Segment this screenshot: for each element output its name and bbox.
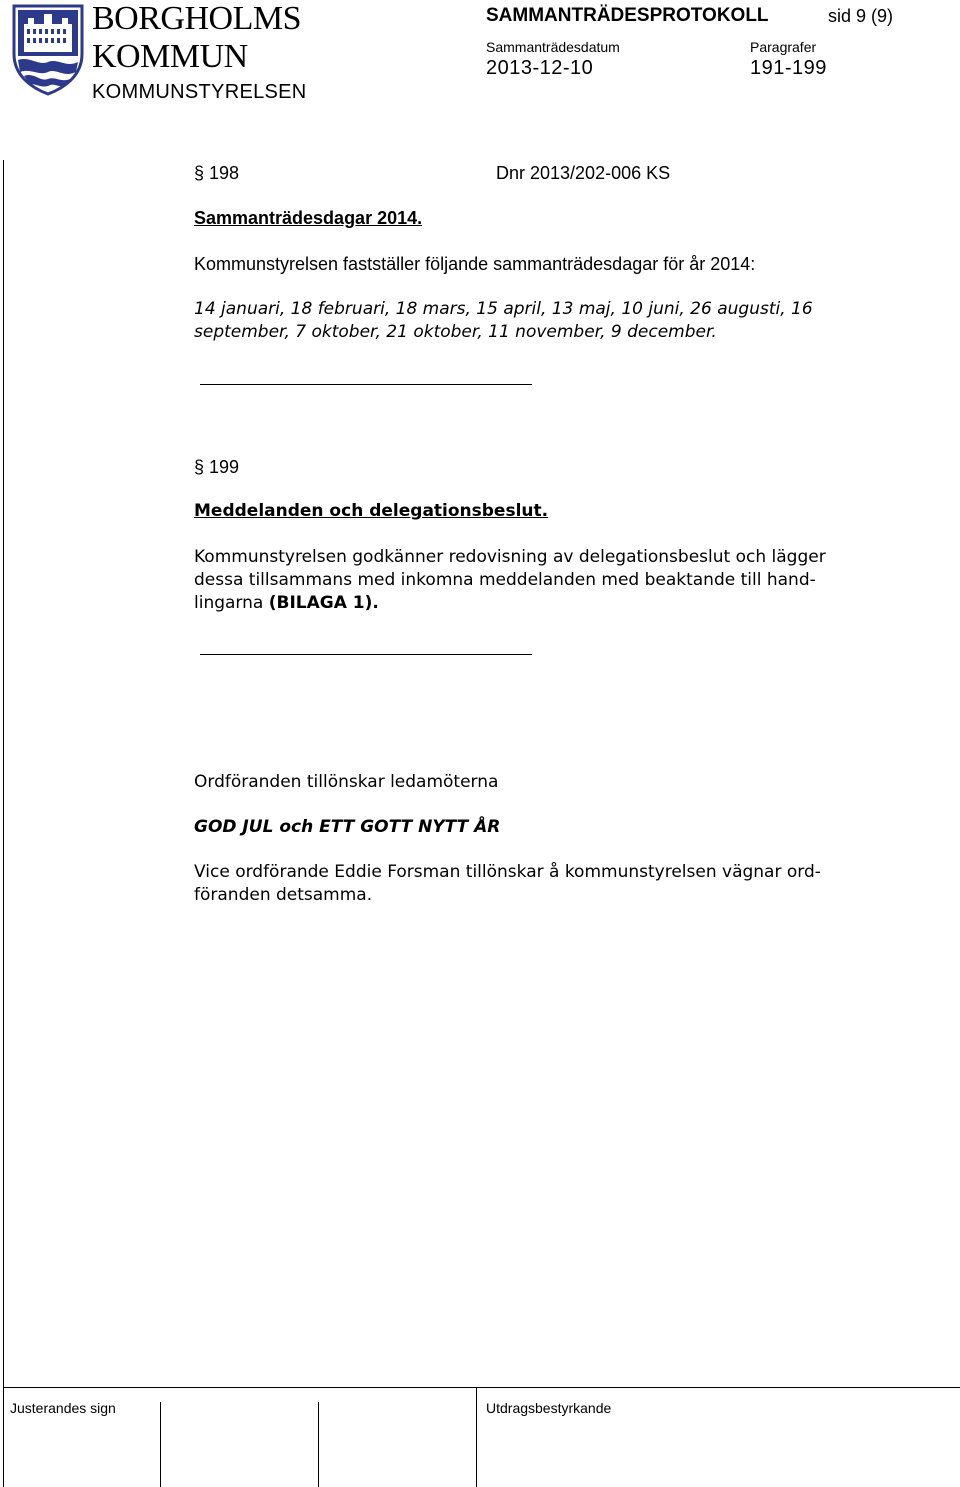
organization-name: KOMMUNSTYRELSEN bbox=[92, 81, 307, 103]
section-199-number: § 199 bbox=[194, 457, 240, 477]
closing-vice-chair-line1: Vice ordförande Eddie Forsman tillönskar å kommunstyrelsen vägnar ord- bbox=[194, 862, 821, 882]
meeting-date-label: Sammanträdesdatum bbox=[486, 39, 620, 55]
municipality-crest-icon bbox=[10, 2, 86, 96]
closing-chair-wish: Ordföranden tillönskar ledamöterna bbox=[194, 772, 499, 792]
page-number: sid 9 (9) bbox=[828, 6, 894, 26]
closing-vice-chair-line2: föranden detsamma. bbox=[194, 885, 373, 905]
section-199-body-line3 bbox=[194, 592, 379, 615]
section-198-title: Sammanträdesdagar 2014. bbox=[194, 208, 423, 228]
left-margin-line bbox=[3, 160, 4, 1487]
section-199-body-line1: Kommunstyrelsen godkänner redovisning av delegationsbeslut och lägger bbox=[194, 547, 826, 567]
section-198-dnr: Dnr 2013/202-006 KS bbox=[496, 163, 671, 183]
signature-box-line-2 bbox=[318, 1402, 319, 1487]
section-198-dates-line2: september, 7 oktober, 21 oktober, 11 november, 9 december. bbox=[194, 322, 717, 342]
section-198-number: § 198 bbox=[194, 163, 240, 183]
section-199-title: Meddelanden och delegationsbeslut. bbox=[194, 501, 549, 521]
closing-greeting: GOD JUL och ETT GOTT NYTT ÅR bbox=[194, 817, 501, 837]
section-199-body-line3-text: lingarna bbox=[194, 593, 269, 613]
footer-column-divider bbox=[476, 1387, 477, 1487]
brand-name-line1: BORGHOLMS bbox=[92, 0, 301, 37]
meeting-date: 2013-12-10 bbox=[486, 57, 594, 79]
section-198-dates-line1: 14 januari, 18 februari, 18 mars, 15 april, 13 maj, 10 juni, 26 augusti, 16 bbox=[194, 299, 813, 319]
section-199-body-line2: dessa tillsammans med inkomna meddelanden med beaktande till hand- bbox=[194, 570, 816, 590]
paragraphs-label: Paragrafer bbox=[750, 39, 817, 55]
justification-sign-label: Justerandes sign bbox=[10, 1400, 116, 1416]
brand-name-line2: KOMMUN bbox=[92, 38, 248, 75]
section-separator-1 bbox=[200, 384, 532, 385]
excerpt-certification-label: Utdragsbestyrkande bbox=[486, 1400, 612, 1416]
section-separator-2 bbox=[200, 654, 532, 655]
section-198-intro: Kommunstyrelsen fastställer följande sammanträdesdagar för år 2014: bbox=[194, 254, 756, 274]
document-type: SAMMANTRÄDESPROTOKOLL bbox=[486, 5, 769, 26]
attachment-reference: (BILAGA 1). bbox=[268, 593, 379, 613]
paragraphs-range: 191-199 bbox=[750, 57, 827, 79]
footer-divider bbox=[3, 1387, 960, 1388]
signature-box-line-1 bbox=[160, 1402, 161, 1487]
